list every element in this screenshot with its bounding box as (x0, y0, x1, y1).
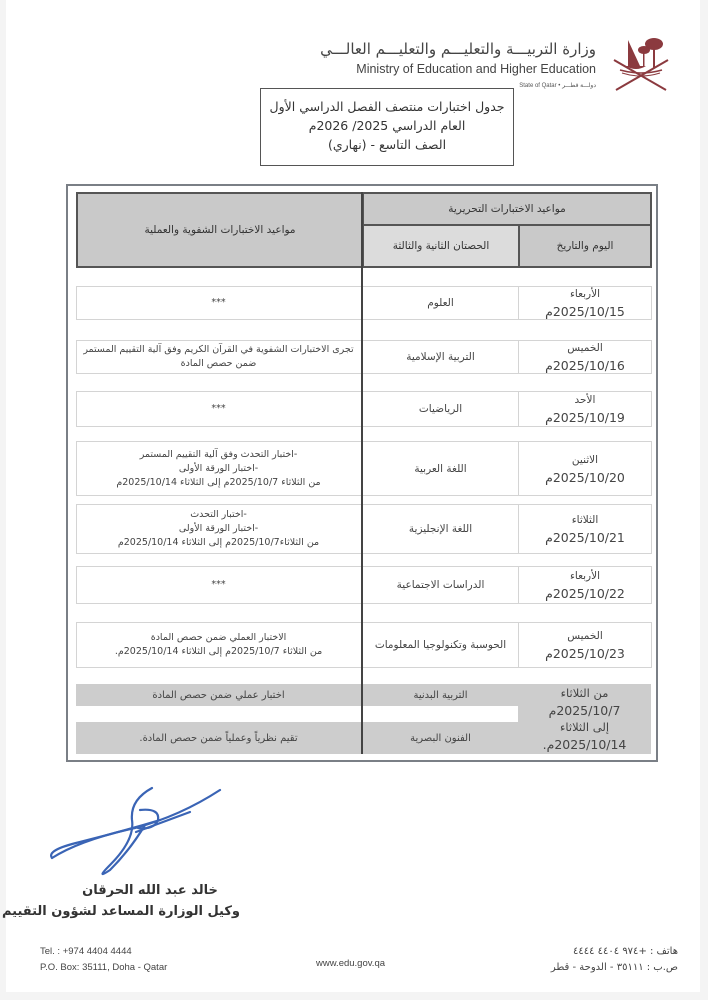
subject-label: الحوسبة وتكنولوجيا المعلومات (374, 639, 507, 651)
subject-cell (363, 391, 518, 427)
oral-practical-note-cell (76, 566, 361, 604)
subject-label: اللغة العربية (414, 462, 467, 475)
header-oral-practical (76, 192, 364, 268)
date-label: 2025/10/20م (545, 469, 625, 485)
subject-label: اللغة الإنجليزية (408, 523, 473, 535)
signatory-name: خالد عبد الله الحرقان (82, 883, 218, 898)
date-label: 2025/10/15م (545, 304, 625, 319)
day-date-cell (518, 441, 651, 496)
note-line: -اختبار الورقة الأولى (178, 523, 259, 534)
note-line: تجرى الاختبارات الشفوية في القرآن الكريم وفق آلية التقييم المستمر (83, 344, 354, 355)
day-date-cell (518, 504, 651, 554)
ministry-name-english: Ministry of Education and Higher Education (356, 62, 596, 76)
final-subject-visual-arts (363, 722, 518, 754)
oral-practical-note-cell (76, 391, 361, 427)
final-period-to: إلى الثلاثاء (559, 720, 610, 734)
note-label: تقيم نظرياً وعملياً ضمن حصص المادة. (139, 732, 298, 744)
subject-label: التربية الإسلامية (406, 351, 475, 363)
final-period-start-date: 2025/10/7م (548, 703, 621, 718)
day-date-cell (518, 286, 651, 320)
note-line: -اختبار التحدث وفق آلية التقييم المستمر (139, 448, 298, 460)
footer-pobox-en: P.O. Box: 35111, Doha - Qatar (40, 962, 168, 973)
column-divider (361, 192, 363, 754)
signatory-position: وكيل الوزارة المساعد لشؤون التقييم (1, 904, 240, 919)
ministry-name-arabic: وزارة التربيـــة والتعليـــم والتعليـــم العالـــي (320, 40, 596, 58)
title-line-grade: الصف التاسع - (نهاري) (327, 137, 447, 152)
subject-label: الرياضيات (418, 403, 463, 415)
footer-contact-arabic (551, 944, 678, 976)
day-label: الأحد (574, 394, 596, 406)
qatar-emblem-icon (610, 32, 672, 94)
header-oral-practical-label: مواعيد الاختبارات الشفوية والعملية (144, 224, 296, 236)
note-line: الاختبار العملي ضمن حصص المادة (150, 632, 287, 643)
header-written-exams-label: مواعيد الاختبارات التحريرية (448, 203, 566, 215)
oral-practical-note-cell (76, 504, 361, 554)
note-label: اختبار عملي ضمن حصص المادة (152, 689, 285, 701)
title-line-schedule: جدول اختبارات منتصف الفصل الدراسي الأول (269, 99, 505, 114)
subject-label: العلوم (427, 297, 454, 309)
date-label: 2025/10/19م (545, 410, 625, 425)
subject-cell (363, 622, 518, 668)
final-period-cell (518, 684, 651, 754)
note-line: *** (211, 297, 226, 308)
date-label: 2025/10/16م (545, 358, 625, 373)
signature-image (40, 780, 240, 890)
document-title-box (260, 88, 514, 166)
final-period-end-date: 2025/10/14م. (542, 737, 627, 752)
header-day-date (518, 224, 652, 268)
header-day-date-label: اليوم والتاريخ (556, 240, 614, 252)
day-date-cell (518, 566, 651, 604)
date-label: 2025/10/22م (545, 586, 625, 601)
header-periods-label: الحصتان الثانية والثالثة (392, 240, 490, 252)
day-label: الخميس (567, 630, 603, 642)
final-period-from: من الثلاثاء (560, 686, 609, 700)
final-subject-pe (363, 684, 518, 706)
header-written-exams (362, 192, 652, 226)
note-line: ضمن حصص المادة (180, 358, 257, 369)
day-date-cell (518, 622, 651, 668)
subject-cell (363, 504, 518, 554)
subject-label: الفنون البصرية (410, 732, 471, 744)
subject-cell (363, 286, 518, 320)
oral-practical-note-cell (76, 622, 361, 668)
final-note-visual-arts (76, 722, 361, 754)
subject-label: الدراسات الاجتماعية (396, 579, 485, 591)
subject-cell (363, 340, 518, 374)
day-label: الأربعاء (569, 288, 601, 300)
day-date-cell (518, 391, 651, 427)
footer-tel-en: Tel. : +974 4404 4444 (40, 946, 132, 957)
note-line: -اختبار الورقة الأولى (178, 462, 259, 474)
subject-cell (363, 566, 518, 604)
day-label: الأربعاء (569, 570, 601, 582)
note-line: *** (211, 579, 226, 590)
footer-tel-ar: هاتف : +٩٧٤ ٤٤٠٤ ٤٤٤٤ (572, 946, 678, 957)
day-label: الاثنين (571, 453, 599, 466)
header-periods (362, 224, 520, 268)
note-line: من الثلاثاء2025/10/7م إلى الثلاثاء 2025/10/14م (117, 537, 320, 548)
day-label: الثلاثاء (571, 514, 599, 526)
note-line: -اختبار التحدث (190, 509, 247, 520)
note-line: *** (211, 403, 226, 414)
footer-website-link[interactable]: www.edu.gov.qa (316, 958, 386, 969)
note-line: من الثلاثاء 2025/10/7م إلى الثلاثاء 2025/10/14م. (114, 646, 323, 657)
subject-label: التربية البدنية (413, 689, 468, 701)
final-note-pe (76, 684, 361, 706)
subject-cell (363, 441, 518, 496)
date-label: 2025/10/21م (545, 530, 625, 545)
note-line: من الثلاثاء 2025/10/7م إلى الثلاثاء 2025/10/14م (116, 476, 321, 488)
signatory-block (1, 880, 240, 922)
oral-practical-note-cell (76, 286, 361, 320)
day-date-cell (518, 340, 651, 374)
oral-practical-note-cell (76, 340, 361, 374)
state-of-qatar-label: State of Qatar • دولـــة قطـــر (519, 83, 596, 89)
day-label: الخميس (567, 342, 603, 354)
footer-contact-english (40, 944, 167, 976)
footer-pobox-ar: ص.ب : ٣٥١١١ - الدوحة - قطر (550, 962, 678, 973)
oral-practical-note-cell (76, 441, 361, 496)
date-label: 2025/10/23م (545, 646, 625, 661)
title-line-academic-year: العام الدراسي 2025/ 2026م (308, 118, 466, 133)
